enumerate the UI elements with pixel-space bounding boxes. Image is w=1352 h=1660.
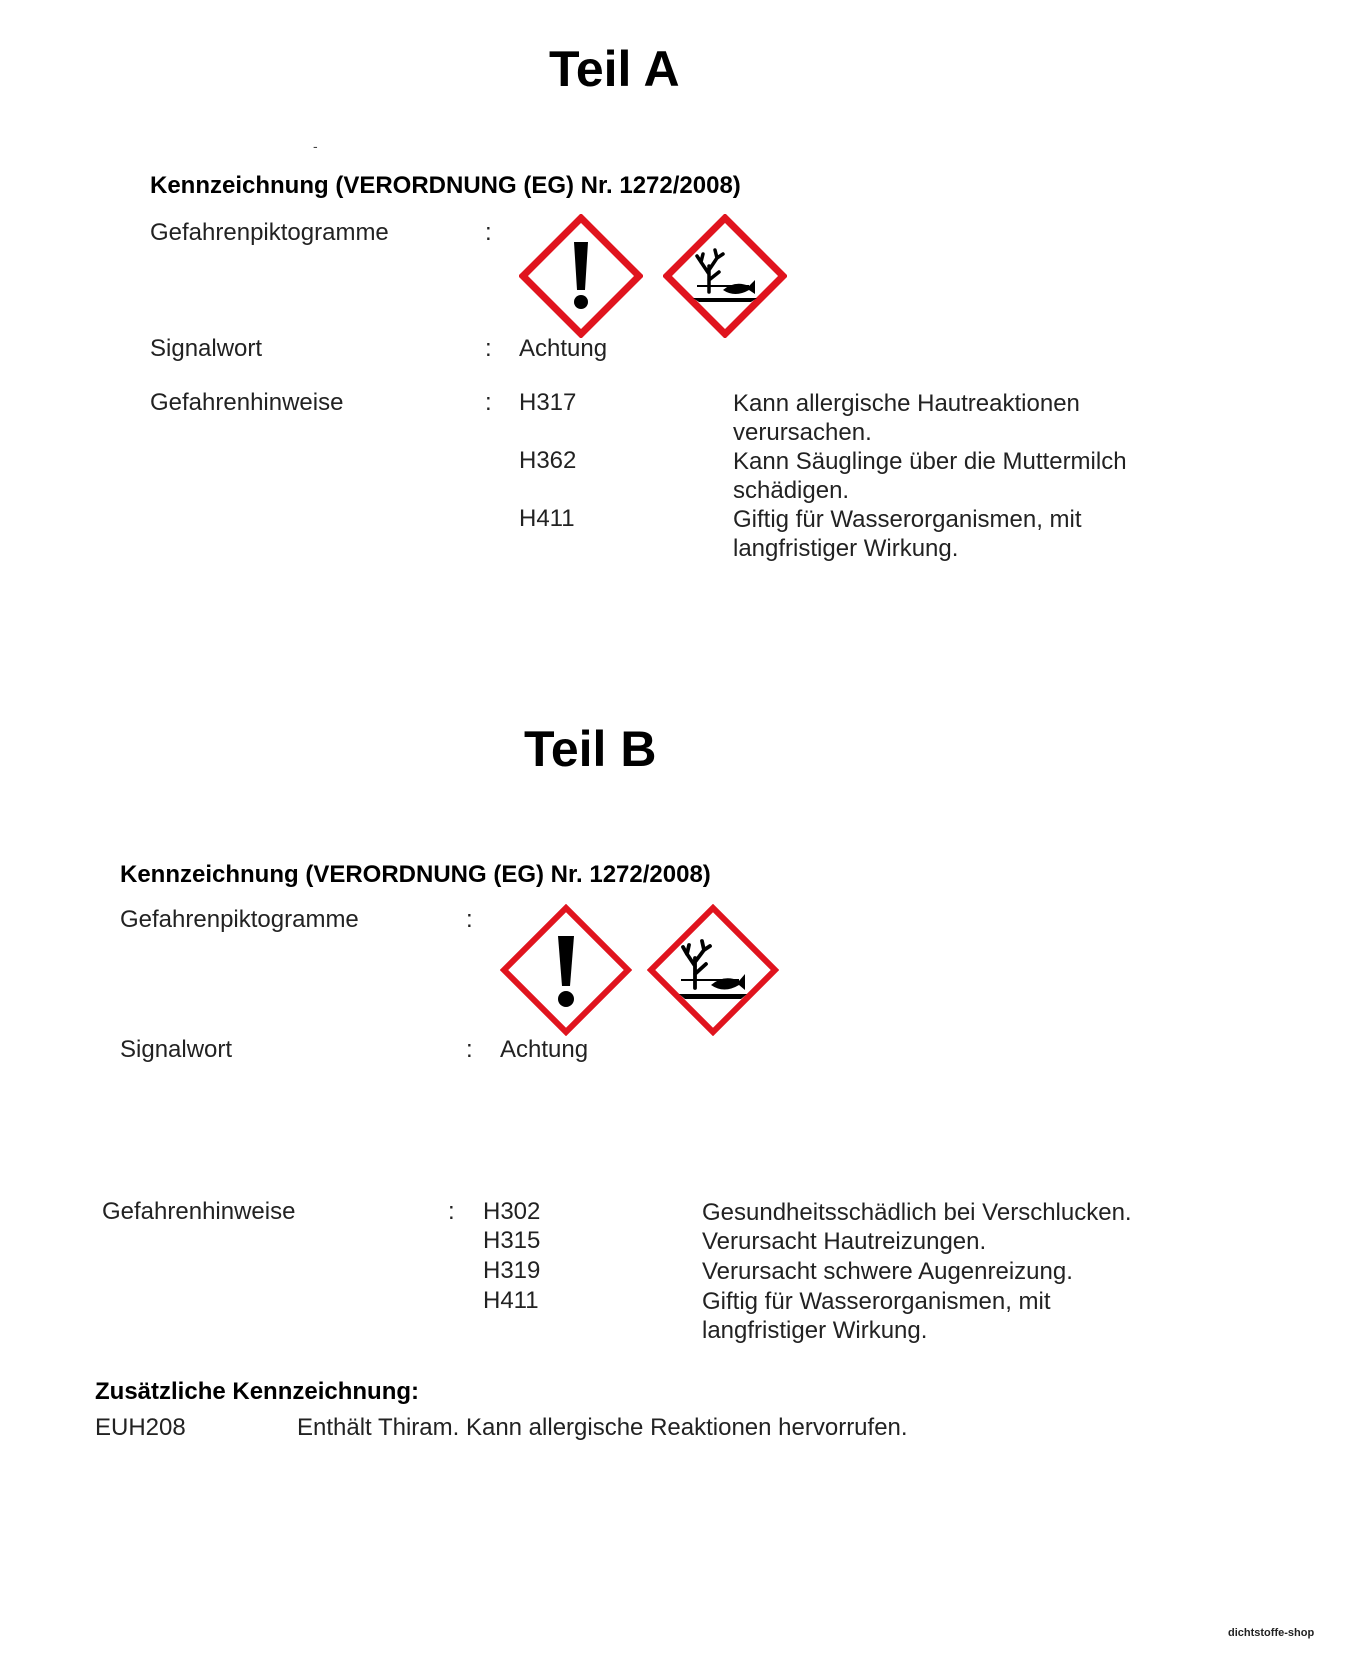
exclamation-mark-icon xyxy=(500,904,632,1036)
teil-a-signal-label: Signalwort xyxy=(150,335,263,362)
teil-b-pictograms-label: Gefahrenpiktogramme xyxy=(120,906,359,933)
hazard-text: Kann Säuglinge über die Muttermilch schädigen. xyxy=(733,448,1127,504)
teil-b-hazard-label: Gefahrenhinweise xyxy=(102,1198,296,1225)
hazard-text: Giftig für Wasserorganismen, mit langfristiger Wirkung. xyxy=(733,506,1082,562)
environment-hazard-icon xyxy=(647,904,779,1036)
hazard-text: Verursacht schwere Augenreizung. xyxy=(702,1258,1073,1285)
hazard-code: H411 xyxy=(519,505,575,532)
hazard-code: H362 xyxy=(519,447,577,474)
teil-a-title: Teil A xyxy=(549,41,680,97)
hazard-text: Verursacht Hautreizungen. xyxy=(702,1228,987,1255)
hazard-code: H315 xyxy=(483,1227,541,1254)
hazard-text: Gesundheitsschädlich bei Verschlucken. xyxy=(702,1199,1132,1226)
hazard-text: Giftig für Wasserorganismen, mit langfristiger Wirkung. xyxy=(702,1288,1051,1344)
additional-heading: Zusätzliche Kennzeichnung: xyxy=(95,1378,420,1405)
hazard-code: H411 xyxy=(483,1287,539,1314)
hazard-text: Kann allergische Hautreaktionen verursachen. xyxy=(733,390,1080,446)
teil-b-hazard-separator: : xyxy=(448,1198,455,1225)
teil-b-signal-label: Signalwort xyxy=(120,1036,233,1063)
teil-a-pictograms-label: Gefahrenpiktogramme xyxy=(150,219,389,246)
teil-a-hazard-label: Gefahrenhinweise xyxy=(150,389,344,416)
teil-b-signal-value: Achtung xyxy=(500,1036,589,1063)
teil-a-heading: Kennzeichnung (VERORDNUNG (EG) Nr. 1272/2008) xyxy=(150,172,741,199)
teil-b-pictograms-separator: : xyxy=(466,906,473,933)
teil-a-dash: - xyxy=(313,138,318,154)
exclamation-mark-icon xyxy=(519,214,643,338)
teil-b-signal-separator: : xyxy=(466,1036,473,1063)
teil-a-signal-separator: : xyxy=(485,335,492,362)
teil-b-heading: Kennzeichnung (VERORDNUNG (EG) Nr. 1272/2008) xyxy=(120,861,711,888)
environment-hazard-icon xyxy=(663,214,787,338)
teil-a-pictograms-separator: : xyxy=(485,219,492,246)
hazard-code: H319 xyxy=(483,1257,541,1284)
teil-a-hazard-separator: : xyxy=(485,389,492,416)
additional-text: Enthält Thiram. Kann allergische Reaktionen hervorrufen. xyxy=(297,1414,908,1441)
hazard-code: H317 xyxy=(519,389,577,416)
teil-b-title: Teil B xyxy=(524,721,657,777)
additional-code: EUH208 xyxy=(95,1414,186,1441)
teil-a-signal-value: Achtung xyxy=(519,335,608,362)
hazard-code: H302 xyxy=(483,1198,541,1225)
watermark: dichtstoffe-shop xyxy=(1228,1627,1315,1639)
